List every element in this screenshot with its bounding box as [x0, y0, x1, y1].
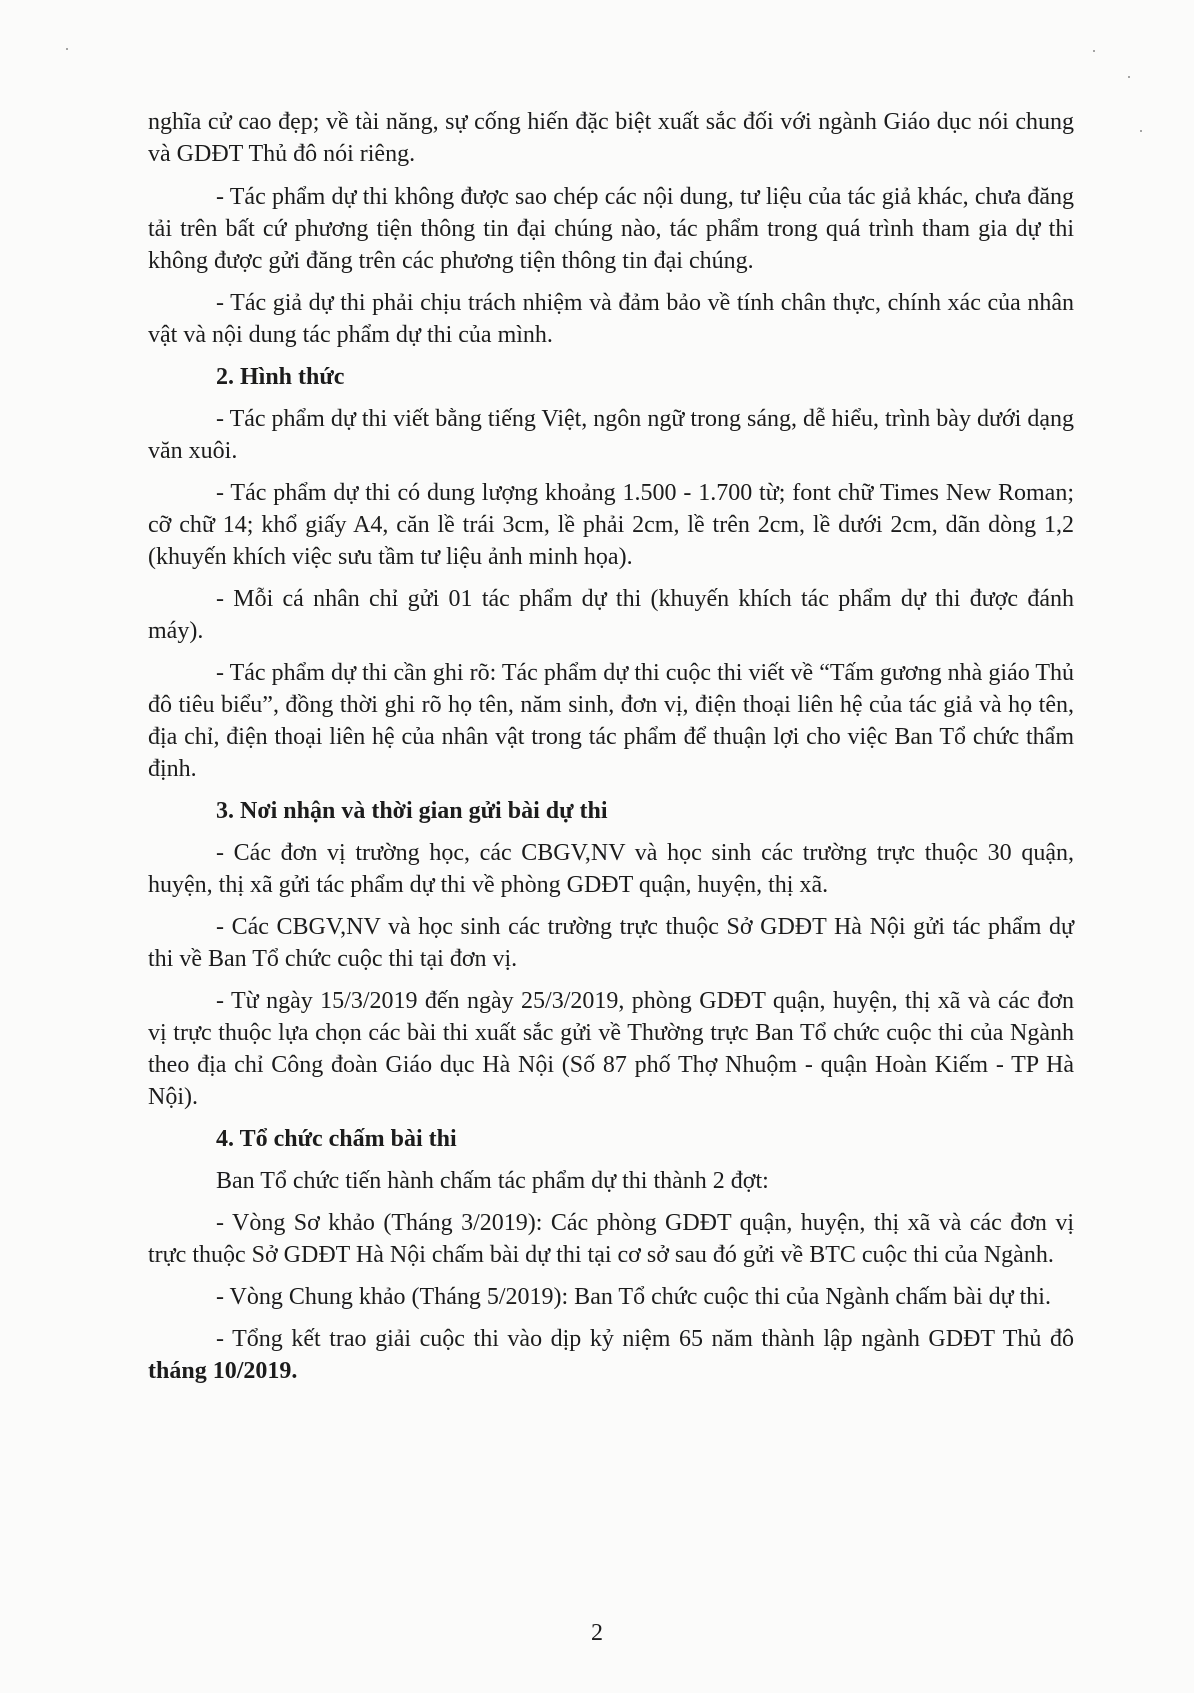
final-paragraph-date: tháng 10/2019.: [148, 1358, 298, 1384]
intro-continuation: nghĩa cử cao đẹp; về tài năng, sự cống hiến đặc biệt xuất sắc đối với ngành Giáo dục nói chung và GDĐT Thủ đô nói riêng.: [148, 109, 1074, 167]
scan-speck: [66, 48, 68, 50]
section-2-heading: 2. Hình thức: [216, 364, 345, 390]
section-2-paragraph-1: - Tác phẩm dự thi viết bằng tiếng Việt, ngôn ngữ trong sáng, dễ hiểu, trình bày dưới dạng văn xuôi.: [148, 406, 1074, 464]
section-2-paragraph-3: - Mỗi cá nhân chỉ gửi 01 tác phẩm dự thi (khuyến khích tác phẩm dự thi được đánh máy).: [148, 586, 1074, 644]
page-number: 2: [591, 1620, 603, 1646]
section-2-paragraph-4: - Tác phẩm dự thi cần ghi rõ: Tác phẩm dự thi cuộc thi viết về “Tấm gương nhà giáo Thủ đô tiêu biểu”, đồng thời ghi rõ họ tên, năm sinh, đơn vị, điện thoại liên hệ của tác giả và họ tên, địa chỉ, điện thoại liên hệ của nhân vật trong tác phẩm để thuận lợi cho việc Ban Tổ chức thẩm định.: [148, 660, 1074, 782]
section-3-paragraph-1: - Các đơn vị trường học, các CBGV,NV và học sinh các trường trực thuộc 30 quận, huyện, thị xã gửi tác phẩm dự thi về phòng GDĐT quận, huyện, thị xã.: [148, 840, 1074, 898]
section-3-paragraph-3: - Từ ngày 15/3/2019 đến ngày 25/3/2019, phòng GDĐT quận, huyện, thị xã và các đơn vị trực thuộc lựa chọn các bài thi xuất sắc gửi về Thường trực Ban Tổ chức cuộc thi của Ngành theo địa chỉ Công đoàn Giáo dục Hà Nội (Số 87 phố Thợ Nhuộm - quận Hoàn Kiếm - TP Hà Nội).: [148, 988, 1074, 1110]
rule-paragraph-2: - Tác giả dự thi phải chịu trách nhiệm và đảm bảo về tính chân thực, chính xác của nhân vật và nội dung tác phẩm dự thi của mình.: [148, 290, 1074, 348]
section-4-paragraph-2: - Vòng Sơ khảo (Tháng 3/2019): Các phòng GDĐT quận, huyện, thị xã và các đơn vị trực thuộc Sở GDĐT Hà Nội chấm bài dự thi tại cơ sở sau đó gửi về BTC cuộc thi của Ngành.: [148, 1210, 1074, 1268]
document-body: [148, 106, 1074, 1397]
scan-speck: [1140, 130, 1142, 132]
scan-speck: [1093, 50, 1095, 52]
section-2-paragraph-2: - Tác phẩm dự thi có dung lượng khoảng 1.500 - 1.700 từ; font chữ Times New Roman; cỡ chữ 14; khổ giấy A4, căn lề trái 3cm, lề phải 2cm, lề trên 2cm, lề dưới 2cm, dãn dòng 1,2 (khuyến khích việc sưu tầm tư liệu ảnh minh họa).: [148, 480, 1074, 570]
section-4-final-paragraph: [148, 1323, 1074, 1387]
section-4-paragraph-3: - Vòng Chung khảo (Tháng 5/2019): Ban Tổ chức cuộc thi của Ngành chấm bài dự thi.: [216, 1284, 1051, 1310]
final-paragraph-text: - Tổng kết trao giải cuộc thi vào dịp kỷ niệm 65 năm thành lập ngành GDĐT Thủ đô: [216, 1326, 1074, 1352]
section-3-heading: 3. Nơi nhận và thời gian gửi bài dự thi: [216, 798, 608, 824]
section-3-paragraph-2: - Các CBGV,NV và học sinh các trường trực thuộc Sở GDĐT Hà Nội gửi tác phẩm dự thi về Ban Tổ chức cuộc thi tại đơn vị.: [148, 914, 1074, 972]
section-4-heading: 4. Tổ chức chấm bài thi: [216, 1126, 457, 1152]
scan-speck: [1128, 76, 1130, 78]
section-4-paragraph-1: Ban Tổ chức tiến hành chấm tác phẩm dự thi thành 2 đợt:: [216, 1168, 769, 1194]
rule-paragraph-1: - Tác phẩm dự thi không được sao chép các nội dung, tư liệu của tác giả khác, chưa đăng tải trên bất cứ phương tiện thông tin đại chúng nào, tác phẩm trong quá trình tham gia dự thi không được gửi đăng trên các phương tiện thông tin đại chúng.: [148, 184, 1074, 274]
